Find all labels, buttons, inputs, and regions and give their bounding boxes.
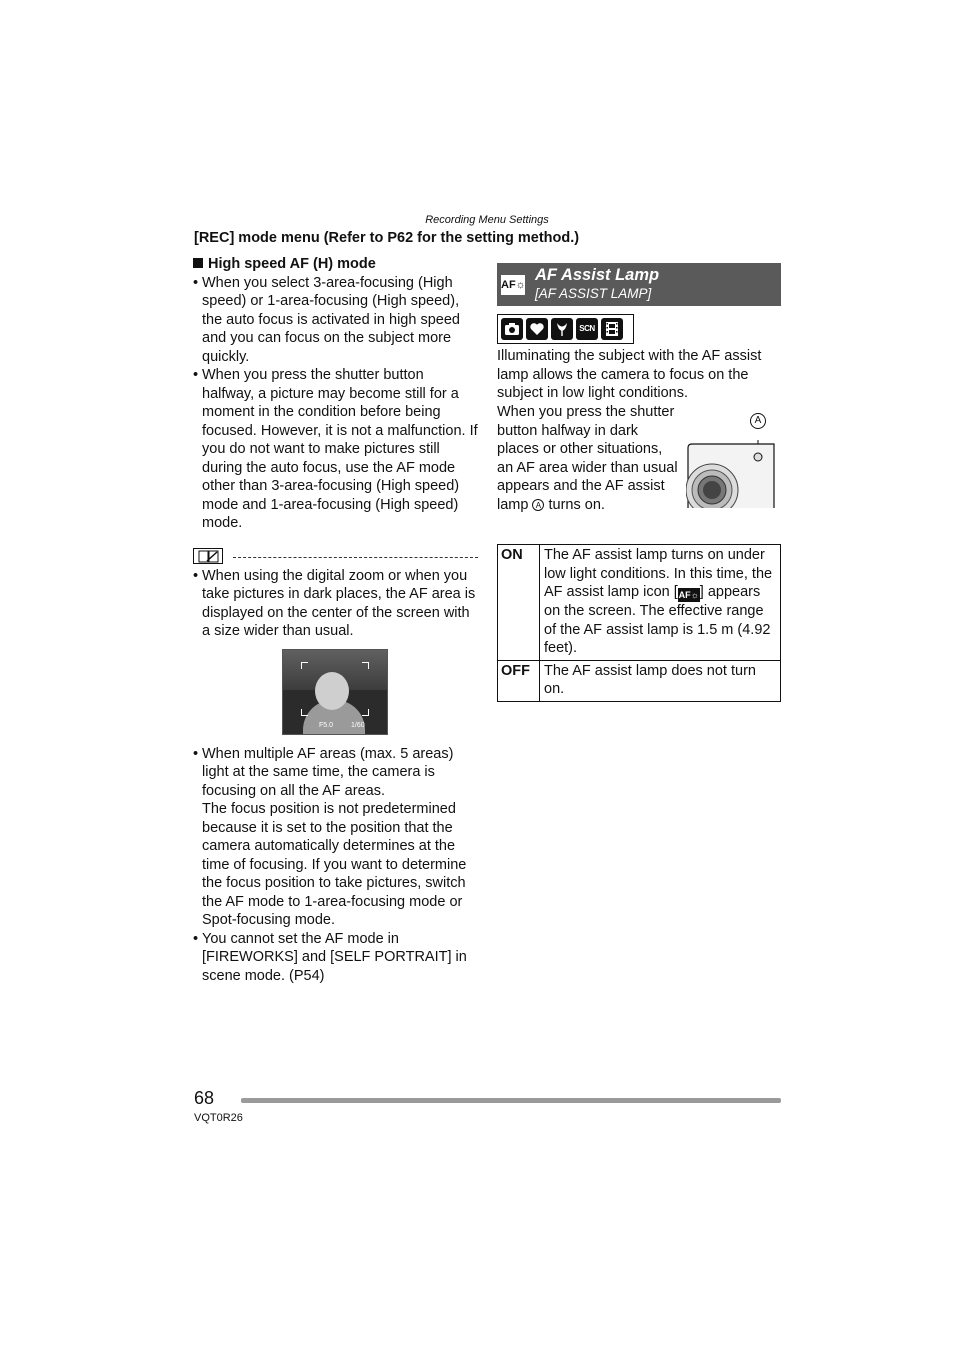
shutter-readout: 1/60 [351, 721, 365, 729]
high-speed-af-heading: High speed AF (H) mode [193, 255, 478, 274]
dashed-rule [233, 557, 478, 558]
note-icon [193, 548, 223, 564]
bullet-high-speed-1: • When you select 3-area-focusing (High speed) or 1-area-focusing (High speed), the auto focus is activated in high speed and you can focus on the subject more quickly. [193, 274, 478, 367]
af-assist-lamp-header [497, 263, 781, 306]
setting-on-key: ON [498, 545, 540, 661]
setting-off-key: OFF [498, 660, 540, 701]
camera-front-illustration [686, 440, 778, 508]
af-assist-lamp-icon: AF☼ [501, 275, 525, 295]
af-bracket-bottom-right [362, 709, 369, 716]
rec-mode-reference: [REC] mode menu (Refer to P62 for the setting method.) [194, 230, 580, 246]
note-bullet-digital-zoom: • When using the digital zoom or when you take pictures in dark places, the AF area is displayed on the center of the screen with a size wider than usual. [193, 567, 478, 641]
section-subtitle: [AF ASSIST LAMP] [535, 286, 652, 301]
af-assist-settings-table [497, 544, 781, 702]
page-number: 68 [194, 1088, 215, 1108]
af-bracket-top-left [301, 662, 308, 669]
bullet-high-speed-2: • When you press the shutter button halfway, a picture may become still for a moment in the condition before being focused. However, it is not a malfunction. If you do not want to make pictures still during the auto focus, use the AF mode other than 3-area-focusing (High speed) mode and 1-area-focusing (High speed) mode. [193, 366, 478, 533]
af-area-screen-image [282, 649, 388, 735]
camera-mode-icon [501, 318, 523, 340]
heart-mode-icon [526, 318, 548, 340]
motion-picture-icon [601, 318, 623, 340]
callout-a-marker: A [750, 413, 766, 429]
scene-mode-icon: SCN [576, 318, 598, 340]
note-bullet-multiple-af: • When multiple AF areas (max. 5 areas) light at the same time, the camera is focusing on all the AF areas. The focus position is not predetermined because it is set to the position that the camera automatically determines at the time of focusing. If you want to determine the focus position to take pictures, switch the AF mode to 1-area-focusing mode or Spot-focusing mode. [193, 745, 478, 930]
note-divider [193, 547, 478, 567]
square-bullet-icon [193, 258, 203, 268]
table-row [498, 660, 781, 701]
macro-flower-icon [551, 318, 573, 340]
section-title: AF Assist Lamp [535, 266, 660, 284]
setting-off-description: The AF assist lamp does not turn on. [540, 660, 781, 701]
note-bullet-scene-mode: • You cannot set the AF mode in [FIREWORKS] and [SELF PORTRAIT] in scene mode. (P54) [193, 930, 478, 986]
table-row [498, 545, 781, 661]
af-lamp-inline-icon: AF☼ [678, 590, 699, 600]
document-code: VQT0R26 [194, 1112, 243, 1124]
af-assist-intro: Illuminating the subject with the AF assist lamp allows the camera to focus on the subject in low light conditions. [497, 348, 762, 401]
callout-a-inline: A [532, 499, 544, 511]
footer-rule [241, 1098, 781, 1103]
af-bracket-top-right [362, 662, 369, 669]
left-column [193, 255, 478, 985]
photo-subject-face [315, 672, 349, 710]
setting-on-description: The AF assist lamp turns on under low light conditions. In this time, the AF assist lamp icon [AF☼] appears on the screen. The effective range of the AF assist lamp is 1.5 m (4.92 feet). [540, 545, 781, 661]
running-header: Recording Menu Settings [425, 214, 549, 226]
aperture-readout: F5.0 [319, 721, 334, 729]
af-assist-press-text: When you press the shutter button halfway in dark places or other situations, an AF area wider than usual appears and the AF assist lamp A turns on. [497, 404, 678, 513]
af-bracket-bottom-left [301, 709, 308, 716]
applicable-modes [497, 314, 634, 344]
